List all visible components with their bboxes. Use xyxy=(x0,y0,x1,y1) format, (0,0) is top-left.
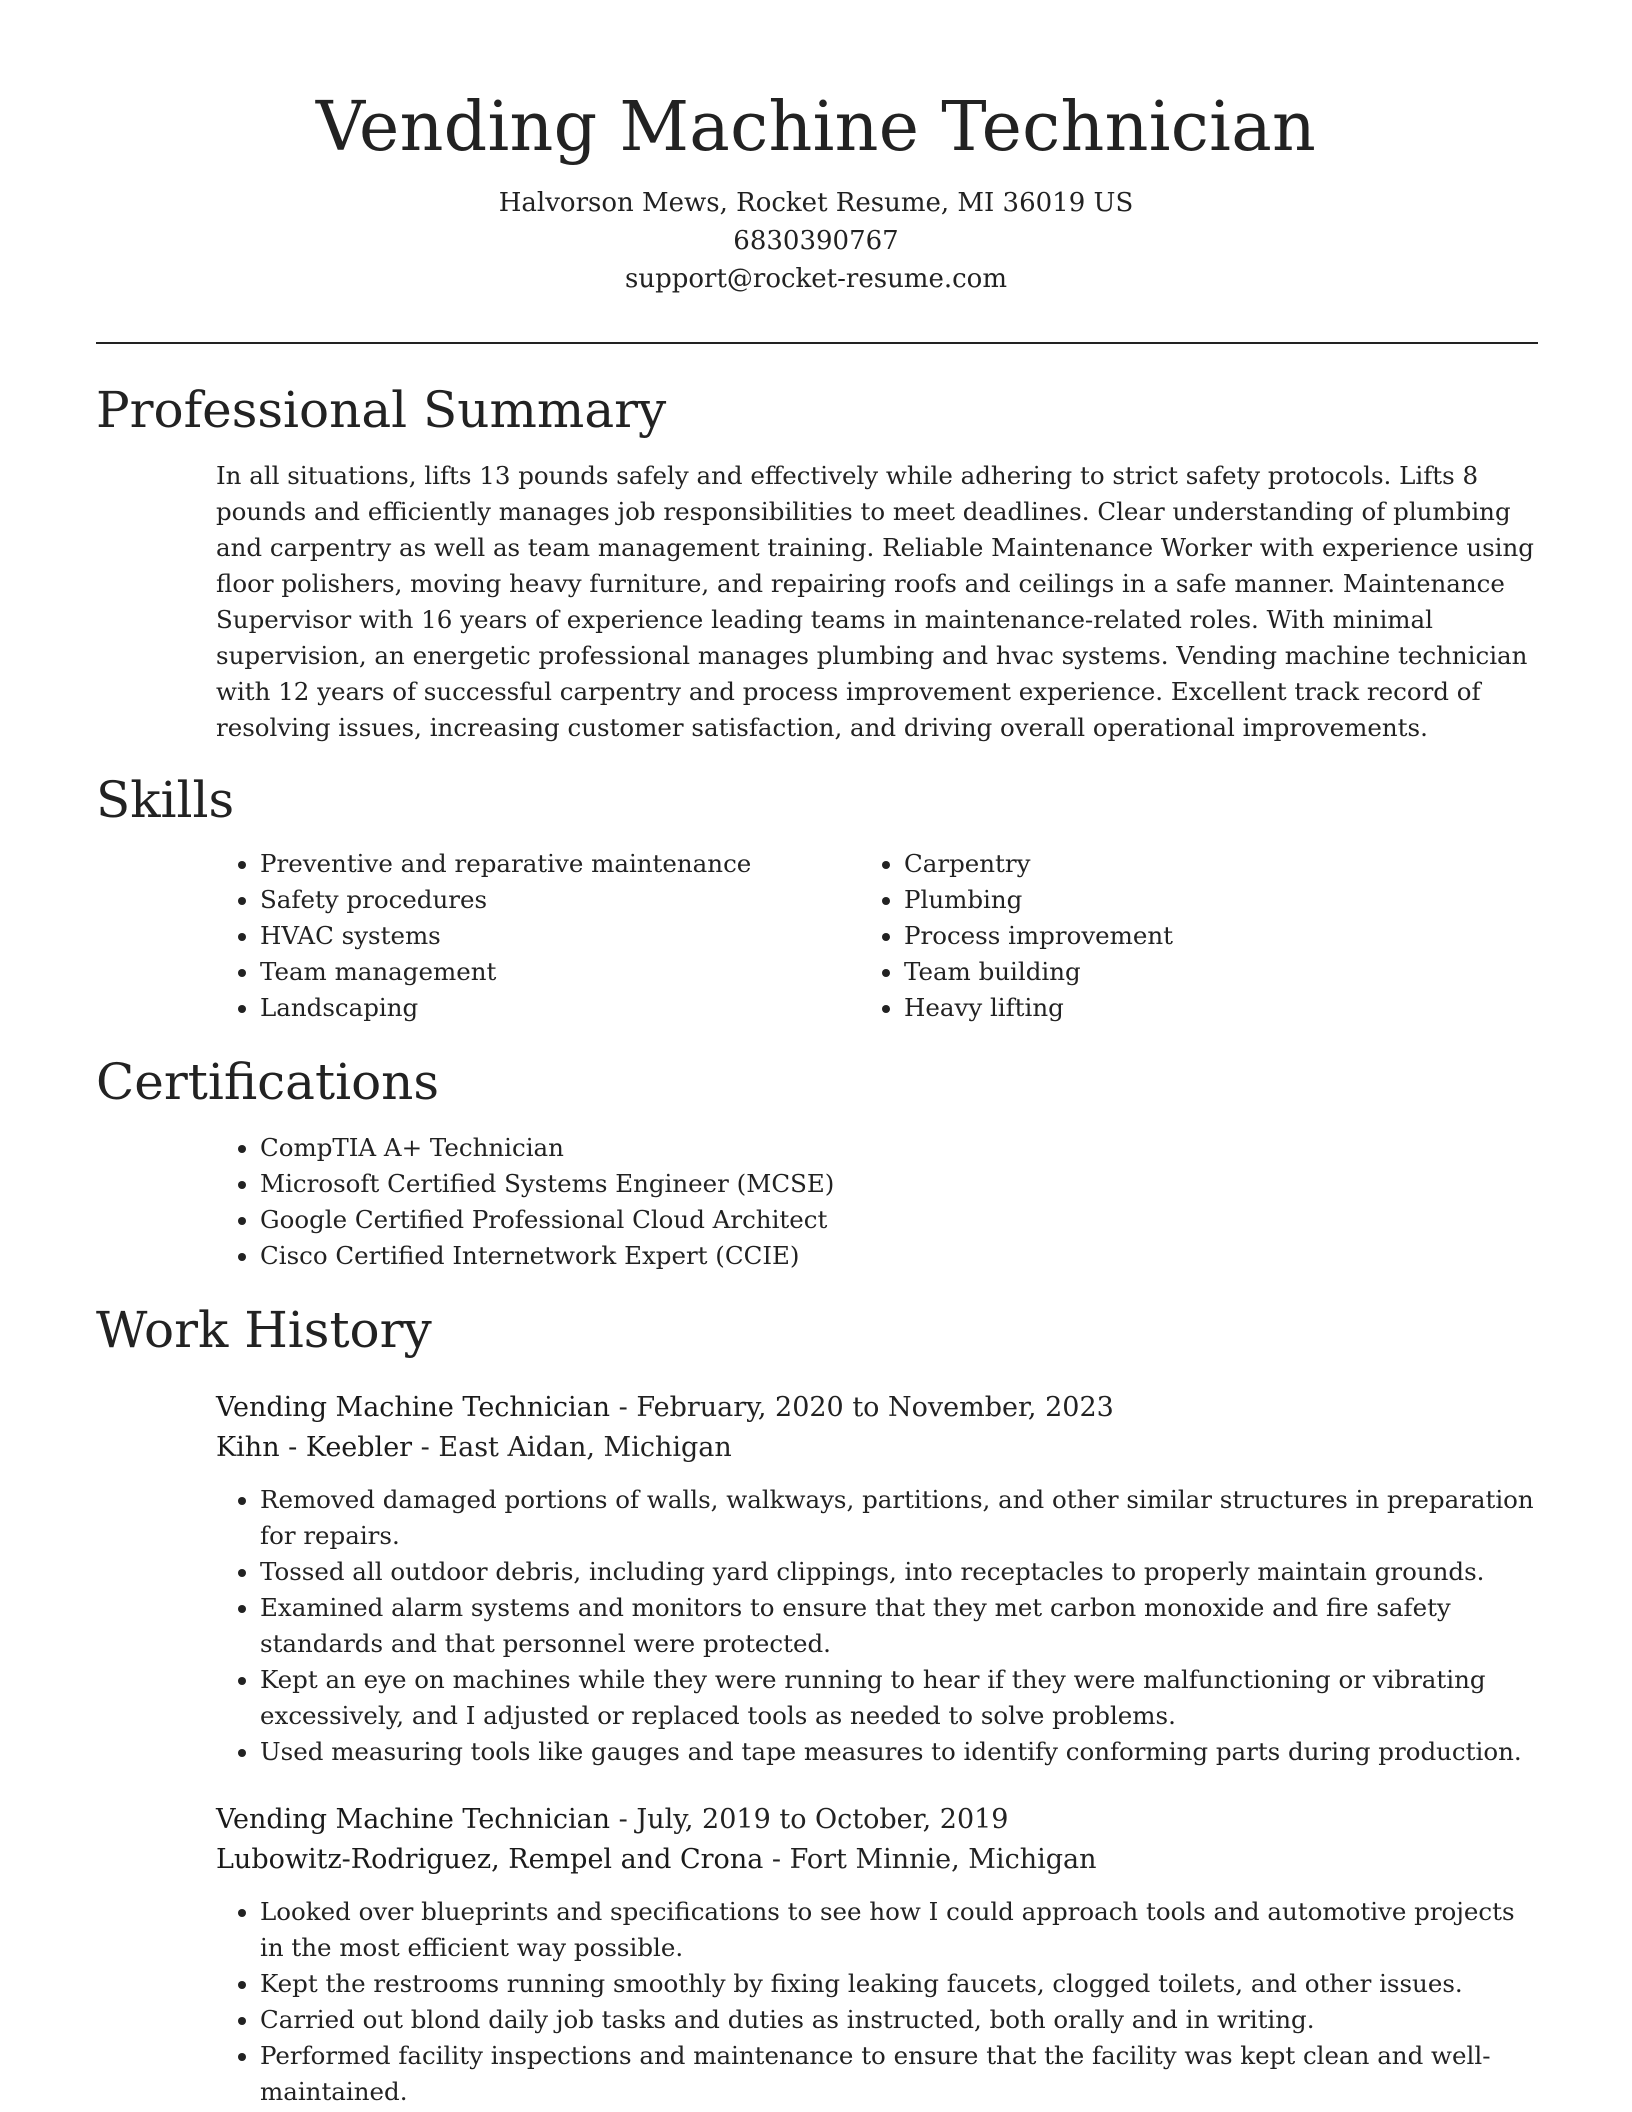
skill-item: • HVAC systems xyxy=(260,918,836,954)
skill-item: • Plumbing xyxy=(904,882,1480,918)
summary-text: In all situations, lifts 13 pounds safely and effectively while adhering to strict safety protocols. Lifts 8 pounds and efficiently manages job responsibilities to meet deadlines. Clear understanding of plumbing and carpentry as well as team management training. Reliable Maintenance Worker with experience using floor polishers, moving heavy furniture, and repairing roofs and ceilings in a safe manner. Maintenance Supervisor with 16 years of experience leading teams in maintenance-related roles. With minimal supervision, an energetic professional manages plumbing and hvac systems. Vending machine technician with 12 years of successful carpentry and process improvement experience. Excellent track record of resolving issues, increasing customer satisfaction, and driving overall operational improvements. xyxy=(216,461,1534,742)
certification-item: • CompTIA A+ Technician xyxy=(260,1130,1316,1166)
job-company-line xyxy=(216,1428,1538,1468)
job-dates: - July, 2019 to October, 2019 xyxy=(610,1804,1009,1835)
job-title-line xyxy=(216,1800,1538,1840)
skill-item: • Team management xyxy=(260,954,836,990)
section-title-summary: Professional Summary xyxy=(96,381,667,439)
job-duty: • Used measuring tools like gauges and tape measures to identify conforming parts during production. xyxy=(260,1734,1538,1770)
certifications-list xyxy=(216,1130,1316,1274)
header-divider xyxy=(96,342,1538,344)
certification-item: • Google Certified Professional Cloud Architect xyxy=(260,1202,1316,1238)
skill-item: • Preventive and reparative maintenance xyxy=(260,846,836,882)
certification-item: • Microsoft Certified Systems Engineer (MCSE) xyxy=(260,1166,1316,1202)
job-company-line xyxy=(216,1840,1538,1880)
job-duty: • Carried out blond daily job tasks and duties as instructed, both orally and in writing. xyxy=(260,2002,1538,2038)
job-role: Vending Machine Technician xyxy=(216,1804,611,1835)
job-duty: • Looked over blueprints and specifications to see how I could approach tools and automotive projects in the most efficient way possible. xyxy=(260,1894,1538,1966)
job-role: Vending Machine Technician xyxy=(216,1392,611,1423)
job-duty: • Removed damaged portions of walls, walkways, partitions, and other similar structures in preparation for repairs. xyxy=(260,1482,1538,1554)
skill-item: • Process improvement xyxy=(904,918,1480,954)
job-dates: - February, 2020 to November, 2023 xyxy=(610,1392,1114,1423)
skills-column-left xyxy=(216,846,836,1026)
job-location: - East Aidan, Michigan xyxy=(412,1432,732,1463)
contact-address: Halvorson Mews, Rocket Resume, MI 36019 US xyxy=(498,188,1134,218)
contact-phone: 6830390767 xyxy=(733,226,899,256)
skill-item: • Safety procedures xyxy=(260,882,836,918)
skill-item: • Heavy lifting xyxy=(904,990,1480,1026)
job-title-line xyxy=(216,1388,1538,1428)
skill-item: • Team building xyxy=(904,954,1480,990)
skill-item: • Landscaping xyxy=(260,990,836,1026)
section-title-work-history: Work History xyxy=(96,1301,432,1359)
candidate-name: Vending Machine Technician xyxy=(315,88,1317,167)
skills-column-right xyxy=(860,846,1480,1026)
skill-item: • Carpentry xyxy=(904,846,1480,882)
job-location: - Fort Minnie, Michigan xyxy=(763,1844,1097,1875)
job-company: Lubowitz-Rodriguez, Rempel and Crona xyxy=(216,1844,764,1875)
section-title-skills: Skills xyxy=(96,771,235,829)
job-duty: • Performed facility inspections and maintenance to ensure that the facility was kept clean and well-maintained. xyxy=(260,2038,1538,2110)
job-duty: • Examined alarm systems and monitors to ensure that they met carbon monoxide and fire safety standards and that personnel were protected. xyxy=(260,1590,1538,1662)
job-duty: • Kept the restrooms running smoothly by fixing leaking faucets, clogged toilets, and other issues. xyxy=(260,1966,1538,2002)
contact-email: support@rocket-resume.com xyxy=(624,264,1007,294)
job-duty: • Tossed all outdoor debris, including yard clippings, into receptacles to properly maintain grounds. xyxy=(260,1554,1538,1590)
contact-info xyxy=(0,184,1632,298)
job-company: Kihn - Keebler xyxy=(216,1432,413,1463)
section-title-certifications: Certifications xyxy=(96,1053,440,1111)
job-duty: • Kept an eye on machines while they were running to hear if they were malfunctioning or vibrating excessively, and I adjusted or replaced tools as needed to solve problems. xyxy=(260,1662,1538,1734)
resume-header xyxy=(0,0,1632,298)
job-duties-list xyxy=(216,1482,1538,1770)
job-duties-list xyxy=(216,1894,1538,2110)
certification-item: • Cisco Certified Internetwork Expert (CCIE) xyxy=(260,1238,1316,1274)
